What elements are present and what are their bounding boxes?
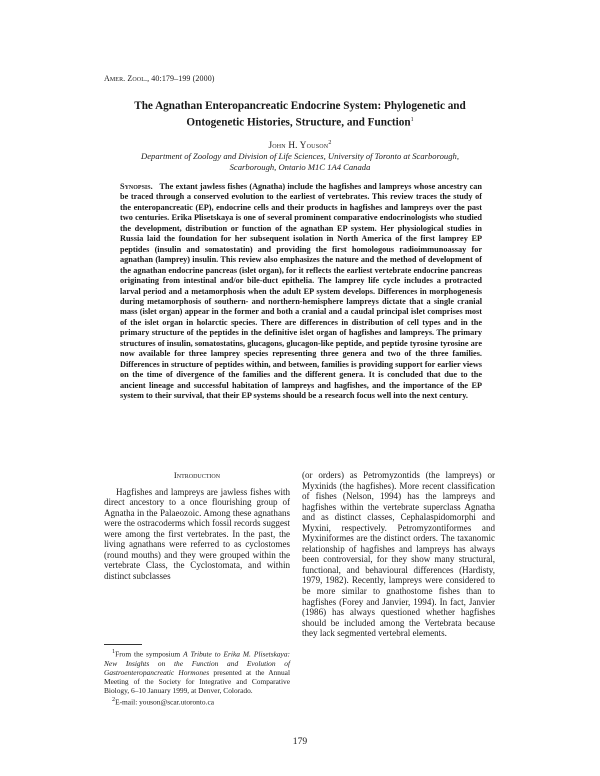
article-title xyxy=(96,100,504,130)
journal-volume-pages: , 40:179–199 (2000) xyxy=(147,74,215,83)
footnote-2-email: E-mail: youson@scar.utoronto.ca xyxy=(115,697,215,707)
title-line-2-wrap xyxy=(96,114,504,130)
author-footnote-mark: 2 xyxy=(328,140,332,146)
synopsis-label: Synopsis. xyxy=(120,182,153,191)
author-name: John H. Youson xyxy=(268,140,329,151)
title-footnote-mark: 1 xyxy=(410,116,414,123)
footnotes xyxy=(104,648,290,707)
journal-citation xyxy=(104,74,215,83)
left-column xyxy=(104,470,290,581)
page-number: 179 xyxy=(292,736,308,747)
title-line-2: Ontogenetic Histories, Structure, and Function xyxy=(186,116,411,129)
affiliation xyxy=(110,151,490,173)
footnote-divider xyxy=(104,644,142,645)
synopsis-text: The extant jawless fishes (Agnatha) include the hagfishes and lampreys whose ancestry can be traced through a conserved evolution to the earliest of vertebrates. This review traces the study of the enteropancreatic (EP), endocrine cells and their products in hagfishes and lampreys over the past two centuries. Erika Plisetskaya is one of several prominent comparative endocrinologists who studied the development, distribution or function of the agnathan EP system. Her physiological studies in Russia laid the foundation for her subsequent isolation in North America of the first lamprey EP peptides (insulin and somatostatin) and providing the first homologous radioimmunoassay for agnathan (lamprey) insulin. This review also emphasizes the nature and the method of development of the agnathan endocrine pancreas (islet organ), for it reflects the earliest vertebrate endocrine pancreas originating from intestinal and/or bile-duct epithelia. The lamprey life cycle includes a protracted larval period and a metamorphosis when the adult EP system develops. Differences in morphogenesis during metamorphosis of southern- and northern-hemisphere lampreys dictate that a single cranial mass (islet organ) appear in the former and both a cranial and a caudal principal islet comprises most of the islet organ in holarctic species. There are differences in distribution of cell types and in the primary structure of the peptides in the definitive islet organ of hagfishes and lampreys. The primary structures of insulin, somatostatins, glucagons, glucagon-like peptide, and peptide tyrosine tyrosine are now available for three lamprey species representing three genera and two of the three families. Differences in structure of peptides within, and between, families is providing support for earlier views on the time of divergence of the families and the different genera. It is concluded that due to the ancient lineage and successful habitation of lampreys and hagfishes, and the importance of the EP system to their survival, that their EP systems should be a research focus well into the next century. xyxy=(120,182,482,401)
footnote-1-mark: 1 xyxy=(112,649,116,655)
footnote-1 xyxy=(104,648,290,695)
footnote-2-mark: 2 xyxy=(112,697,116,704)
author-line xyxy=(96,140,504,150)
title-line-1: The Agnathan Enteropancreatic Endocrine System: Phylogenetic and xyxy=(134,100,466,112)
affiliation-line-1: Department of Zoology and Division of Life Sciences, University of Toronto at Scarborough, xyxy=(141,151,459,161)
intro-paragraph-right: (or orders) as Petromyzontids (the lampreys) or Myxinids (the hagfishes). More recent classification of fishes (Nelson, 1994) has the lampreys and hagfishes within the vertebrate superclass Agnatha and as distinct classes, Cephalaspidomorphi and Myxini, respectively. Petromyzontiformes and Myxiniformes are the distinct orders. The taxanomic relationship of hagfishes and lampreys has always been controversial, for they show many structural, functional, and behavioural differences (Hardisty, 1979, 1982). Recently, lampreys were considered to be more similar to gnathostome fishes than to hagfishes (Forey and Janvier, 1994). In fact, Janvier (1986) has always questioned whether hagfishes should be included among the Vertebrata because they lack segmented vertebral elements. xyxy=(302,470,495,639)
footnote-1-symposium-title: A Tribute to Erika M. Plisetskaya: New Insights on the Function and Evolution of Gastroenteropancreatic Hormones xyxy=(104,649,290,677)
footnote-1-post: presented at the Annual Meeting of the Society for Integrative and Comparative Biology, 6–10 January 1999, at Denver, Colorado. xyxy=(104,667,290,696)
footnote-2 xyxy=(104,696,290,707)
right-column xyxy=(302,470,495,639)
intro-paragraph-left: Hagfishes and lampreys are jawless fishes with direct ancestory to a once flourishing group of Agnatha in the Palaeozoic. Among these agnathans were the ostracoderms which fossil records suggest were among the first vertebrates. In the past, the living agnathans were referred to as cyclostomes (round mouths) and they were grouped within the vertebrate Class, the Cyclostomata, and within distinct subclasses xyxy=(104,486,290,581)
footnote-1-pre: From the symposium xyxy=(115,649,184,659)
synopsis-abstract xyxy=(120,182,482,402)
affiliation-line-2: Scarborough, Ontario M1C 1A4 Canada xyxy=(229,162,371,172)
introduction-heading: Introduction xyxy=(173,470,221,480)
journal-abbrev: Amer. Zool. xyxy=(104,74,148,83)
